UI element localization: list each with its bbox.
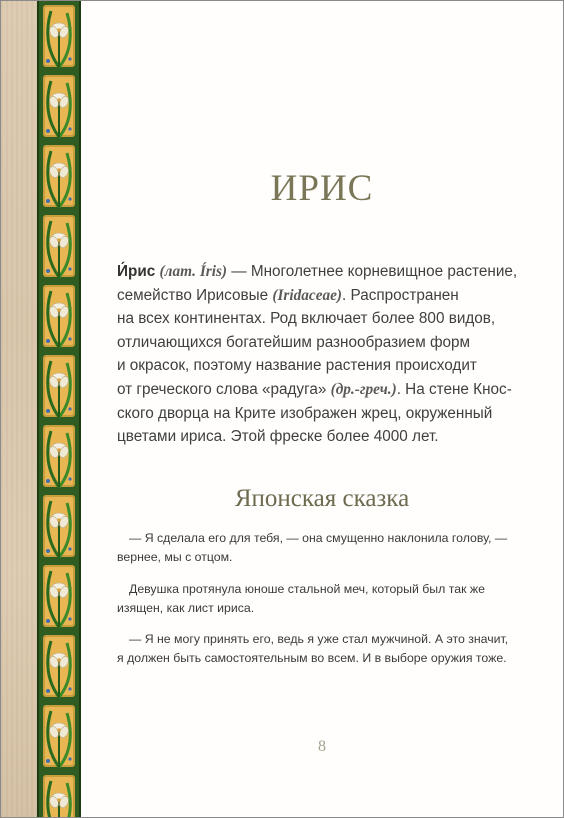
greek-note: (др.-греч.) bbox=[330, 380, 397, 398]
intro-line-2 bbox=[117, 284, 547, 308]
intro-paragraph bbox=[117, 260, 547, 449]
intro-text-1: — Многолетнее корневищное растение, bbox=[227, 263, 518, 280]
iris-ornament-border bbox=[37, 1, 81, 817]
page-number: 8 bbox=[318, 738, 326, 755]
story-p1-line-1: — Я сделала его для тебя, — она смущенно наклонила голову, — bbox=[129, 531, 508, 545]
intro-line-4: отличающихся богатейшим разнообразием форм bbox=[117, 333, 471, 351]
intro-line-8: цветами ириса. Этой фреске более 4000 лет. bbox=[117, 428, 439, 446]
story-p3-line-1: — Я не могу принять его, ведь я уже стал мужчиной. А это значит, bbox=[129, 632, 509, 646]
paper-texture-strip bbox=[1, 1, 37, 817]
intro-line-5: и окрасок, поэтому название растения происходит bbox=[117, 357, 477, 375]
story-paragraph-2 bbox=[117, 580, 547, 618]
term-iris: И́рис bbox=[117, 263, 156, 280]
page-content bbox=[81, 1, 563, 817]
story-p1-line-2: вернее, мы с отцом. bbox=[117, 550, 233, 564]
story-paragraph-3 bbox=[117, 630, 547, 668]
intro-line-3: на всех континентах. Род включает более 800 видов, bbox=[117, 310, 496, 328]
intro-text-6b: . На стене Кнос- bbox=[396, 380, 512, 398]
family-latin: (Iridaceae) bbox=[272, 286, 343, 304]
intro-line-1 bbox=[117, 260, 547, 284]
story-p2-line-1: Девушка протянула юноше стальной меч, который был так же bbox=[129, 582, 485, 596]
intro-line-7: ского дворца на Крите изображен жрец, окруженный bbox=[117, 404, 493, 422]
intro-text-2b: . Распространен bbox=[342, 286, 459, 304]
story-p2-line-2: изящен, как лист ириса. bbox=[117, 601, 255, 615]
intro-line-6 bbox=[117, 378, 547, 402]
iris-ornament-pattern bbox=[39, 1, 79, 817]
intro-text-6a: от греческого слова «радуга» bbox=[117, 380, 331, 398]
section-subtitle: Японская сказка bbox=[234, 485, 410, 512]
story-paragraph-1 bbox=[117, 529, 547, 567]
intro-text-2a: семейство Ирисовые bbox=[117, 286, 273, 304]
latin-name: (лат. Íris) bbox=[159, 263, 228, 280]
story-p3-line-2: я должен быть самостоятельным во всем. И в выборе оружия тоже. bbox=[117, 651, 507, 665]
page-title: ИРИС bbox=[270, 168, 374, 209]
